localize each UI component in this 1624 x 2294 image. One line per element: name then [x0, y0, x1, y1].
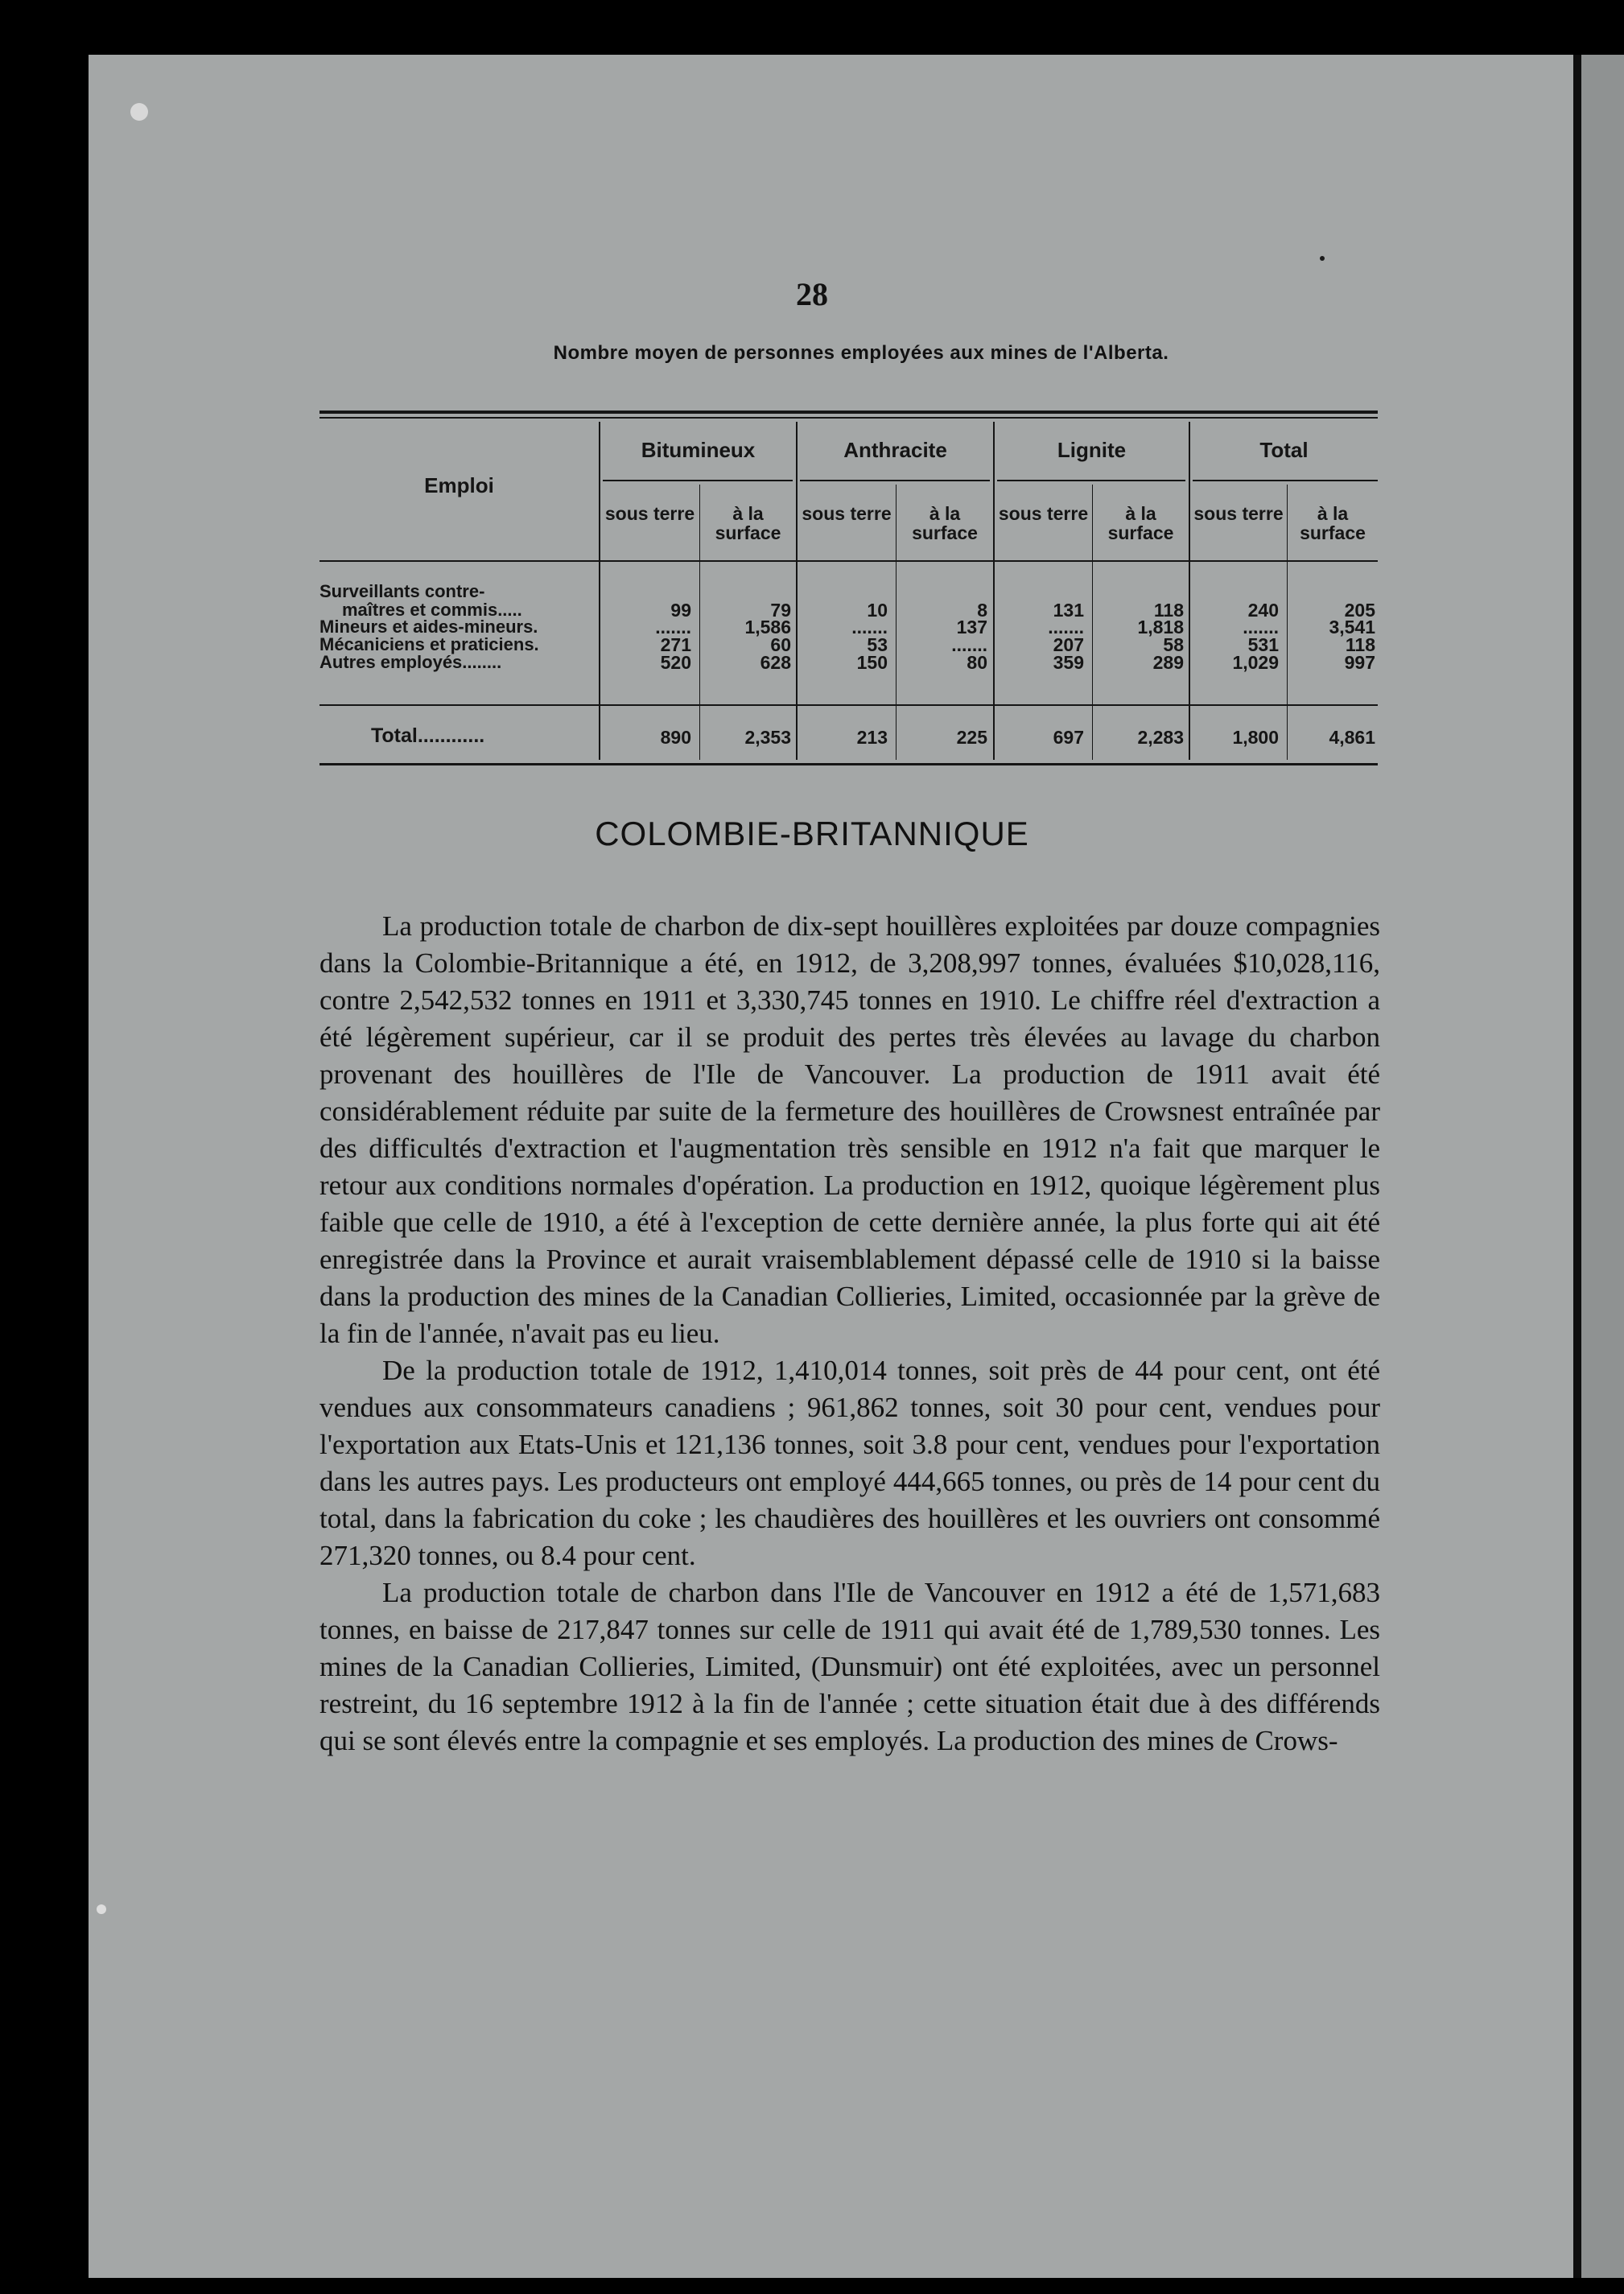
- group-header-anthracite: Anthracite: [843, 438, 947, 462]
- scan-speck: [1320, 256, 1325, 261]
- table-cell: 137: [956, 617, 987, 637]
- header-bottom-rule: [319, 560, 1378, 562]
- row-label: Surveillants contre-: [319, 581, 485, 601]
- table-cell: 3,541: [1329, 617, 1375, 637]
- table-cell: 150: [856, 652, 888, 673]
- row-label: Mécaniciens et praticiens.: [319, 634, 539, 654]
- group-header-total: Total: [1259, 438, 1309, 462]
- total-cell: 225: [956, 727, 987, 748]
- table-cell: 359: [1053, 652, 1084, 673]
- subheader-sous-terre: sous terre: [998, 503, 1089, 524]
- paragraph: La production totale de charbon dans l'Ile de Vancouver en 1912 a été de 1,571,683 tonnes, en baisse de 217,847 tonnes sur celle de 1911 qui avait été de 1,789,530 tonnes. Les mines de la Canadian Collieries, Limited, (Dunsmuir) ont été exploitées, avec un personnel restreint, du 16 septembre 1912 à la fin de l'année ; cette situation était due à des différends qui se sont élevés entre la compagnie et ses employés. La production des mines de Crows-: [319, 1577, 1380, 1756]
- total-cell: 4,861: [1329, 727, 1375, 748]
- group-underline: [603, 480, 793, 481]
- subheader-sous-terre: sous terre: [1193, 503, 1284, 524]
- table-top-rule: [319, 411, 1378, 414]
- subheader-sous-terre: sous terre: [604, 503, 695, 524]
- table-cell: 1,029: [1232, 652, 1279, 673]
- subheader-a-la-surface: à la surface: [1107, 503, 1174, 544]
- group-underline: [1193, 480, 1378, 481]
- table-cell: 531: [1247, 634, 1279, 655]
- body-text: [319, 908, 1380, 1760]
- subheader-a-la-surface: à la surface: [715, 503, 781, 544]
- total-cell: 213: [856, 727, 888, 748]
- column-divider: [1189, 422, 1190, 760]
- row-header: Emploi: [424, 473, 494, 497]
- group-underline: [997, 480, 1185, 481]
- table-cell: 60: [770, 634, 791, 655]
- total-cell: 2,283: [1137, 727, 1184, 748]
- table-cell: 79: [770, 600, 791, 621]
- table-cell: 207: [1053, 634, 1084, 655]
- table-cell: .......: [851, 617, 888, 637]
- adjacent-page-strip: [1581, 55, 1624, 2278]
- row-label: Autres employés........: [319, 652, 502, 672]
- subheader-a-la-surface: à la surface: [912, 503, 978, 544]
- table-cell: 240: [1247, 600, 1279, 621]
- column-divider: [599, 422, 600, 760]
- total-rule: [319, 704, 1378, 706]
- scan-speck: [130, 103, 148, 121]
- row-label: maîtres et commis.....: [342, 600, 522, 620]
- total-cell: 890: [660, 727, 691, 748]
- table-cell: 99: [670, 600, 691, 621]
- table-bottom-rule: [319, 763, 1378, 765]
- table-cell: 118: [1345, 634, 1375, 655]
- table-cell: 289: [1152, 652, 1184, 673]
- table-cell: 997: [1344, 652, 1375, 673]
- paragraph: La production totale de charbon de dix-sept houillères exploitées par douze compagnies dans la Colombie-Britannique a été, en 1912, de 3,208,997 tonnes, évaluées $10,028,116, contre 2,542,532 tonnes en 1911 et 3,330,745 tonnes en 1910. Le chiffre réel d'extraction a été légèrement supérieur, car il se produit des pertes très élevées au lavage du charbon provenant des houillères de l'Ile de Vancouver. La production de 1911 avait été considérablement réduite par suite de la fermeture des houillères de Crowsnest entraînée par des difficultés d'extraction et l'augmentation très sensible en 1912 n'a fait que marquer le retour aux conditions normales d'opération. La production en 1912, quoique légèrement plus faible que celle de 1910, a été à l'exception de cette dernière année, la plus forte qui ait été enregistrée dans la Province et aurait vraisemblablement dépassé celle de 1910 si la baisse dans la production des mines de la Canadian Collieries, Limited, occasionnée par la grève de la fin de l'année, n'avait pas eu lieu.: [319, 910, 1380, 1349]
- table-cell: 58: [1163, 634, 1184, 655]
- total-label: Total............: [371, 724, 485, 747]
- table-cell: 53: [867, 634, 888, 655]
- page-number: 28: [796, 276, 828, 312]
- column-divider: [993, 422, 995, 760]
- row-label: Mineurs et aides-mineurs.: [319, 617, 538, 637]
- group-header-lignite: Lignite: [1057, 438, 1127, 462]
- column-divider: [796, 422, 798, 760]
- table-title: Nombre moyen de personnes employées aux mines de l'Alberta.: [553, 342, 1169, 364]
- subheader-a-la-surface: à la surface: [1300, 503, 1366, 544]
- subheader-sous-terre: sous terre: [802, 503, 892, 524]
- table-cell: 118: [1153, 600, 1184, 621]
- table-cell: 10: [867, 600, 888, 621]
- page-edge-shadow: [1573, 55, 1581, 2278]
- table-cell: 1,818: [1137, 617, 1184, 637]
- table-cell: 80: [967, 652, 987, 673]
- table-cell: 271: [660, 634, 691, 655]
- group-header-bitumineux: Bitumineux: [641, 438, 756, 462]
- table-cell: 1,586: [744, 617, 791, 637]
- paragraph: De la production totale de 1912, 1,410,014 tonnes, soit près de 44 pour cent, ont été vendues aux consommateurs canadiens ; 961,862 tonnes, soit 30 pour cent, vendues pour l'exportation aux Etats-Unis et 121,136 tonnes, soit 3.8 pour cent, vendues pour l'exportation dans les autres pays. Les producteurs ont employé 444,665 tonnes, ou près de 14 pour cent du total, dans la fabrication du coke ; les chaudières des houillères et les ouvriers ont consommé 271,320 tonnes, ou 8.4 pour cent.: [319, 1355, 1380, 1571]
- total-cell: 2,353: [744, 727, 791, 748]
- table-cell: .......: [951, 634, 987, 655]
- table-cell: .......: [655, 617, 691, 637]
- table-cell: .......: [1243, 617, 1279, 637]
- section-title: COLOMBIE-BRITANNIQUE: [595, 815, 1029, 852]
- table-cell: 8: [977, 600, 987, 621]
- total-cell: 1,800: [1232, 727, 1279, 748]
- employment-table: [319, 411, 1378, 765]
- total-cell: 697: [1053, 727, 1084, 748]
- table-cell: 205: [1344, 600, 1375, 621]
- scan-speck: [97, 1904, 106, 1914]
- table-cell: .......: [1048, 617, 1084, 637]
- table-top-rule-thin: [319, 417, 1378, 419]
- table-cell: 628: [760, 652, 791, 673]
- table-cell: 520: [660, 652, 691, 673]
- table-cell: 131: [1053, 600, 1084, 621]
- group-underline: [800, 480, 990, 481]
